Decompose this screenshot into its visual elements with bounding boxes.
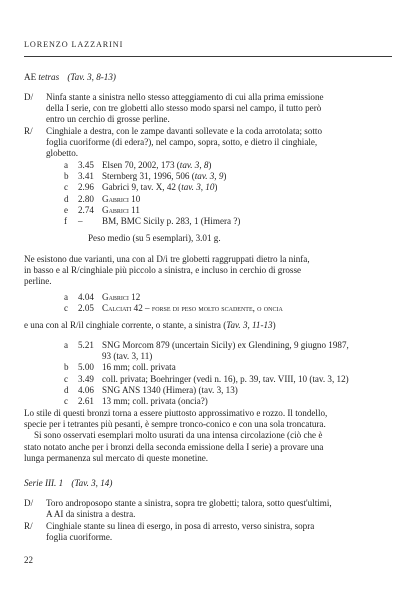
specimen-row: c 2.96 Gabrici 9, tav. X, 42 (tav. 3, 10) — [64, 182, 218, 193]
reverse-description — [46, 126, 396, 160]
specimen-row: f – BM, BMC Sicily p. 283, 1 (Himera ?) — [64, 216, 241, 227]
reverse-label: R/ — [24, 521, 33, 531]
obverse-line: A AI da sinistra a destra. — [46, 509, 136, 520]
specimen-row: b 5.00 16 mm; coll. privata — [64, 362, 176, 373]
paragraph-line: in basso e al R/cinghiale più piccolo a sinistra, e incluso in cerchio di grosse — [24, 265, 302, 276]
reverse-line: Cinghiale a destra, con le zampe davanti sollevate e la coda arrotolata; sotto — [46, 126, 322, 136]
average-weight: Peso medio (su 5 esemplari), 3.01 g. — [88, 233, 221, 243]
obverse-line: entro un cerchio di grosse perline. — [46, 114, 170, 125]
specimen-list — [64, 160, 394, 227]
variants-paragraph — [24, 254, 396, 288]
specimen-row: d 2.80 Gabrici 10 — [64, 193, 141, 204]
obverse-line: della I serie, con tre globetti allo stesso modo sparsi nel campo, il tutto però — [46, 103, 322, 114]
obverse-label: D/ — [24, 498, 34, 508]
obverse-line: Toro androposopo stante a sinistra, sopra tre globetti; talora, sotto quest'ultimi, — [46, 498, 332, 508]
reverse-line: foglia cuoriforme. — [46, 532, 113, 543]
paragraph-line: perline. — [24, 276, 52, 287]
specimen-row: a 4.04 Gabrici 12 — [64, 292, 141, 302]
specimen-row: a 5.21 SNG Morcom 879 (uncertain Sicily) ex Glendining, 9 giugno 1987, — [64, 340, 349, 350]
paragraph-line: stato notato anche per i bronzi della seconda emissione della I serie) a provare una — [24, 441, 324, 452]
section2-title: Serie III. 1 (Tav. 3, 14) — [24, 478, 113, 488]
title-tetras: tetras — [38, 72, 60, 82]
obverse-label: D/ — [24, 92, 34, 102]
specimen-row: e 2.74 Gabrici 11 — [64, 204, 140, 215]
title-ae: AE — [24, 72, 39, 82]
reverse-line: foglia cuoriforme (di edera?), nel campo, sopra, sotto, e dietro il cinghiale, — [46, 137, 318, 148]
reverse-description — [46, 521, 396, 543]
page-number: 22 — [24, 555, 33, 565]
paragraph-line: lunga permanenza sul mercato di queste monetine. — [24, 452, 209, 463]
running-head: LORENZO LAZZARINI — [24, 40, 124, 49]
specimen-row-continued: 93 (tav. 3, 11) — [102, 351, 153, 362]
specimen-row: a 3.45 Elsen 70, 2002, 173 (tav. 3, 8) — [64, 160, 212, 170]
paragraph-line: Si sono osservati esemplari molto usurati da una intensa circolazione (ciò che è — [34, 430, 323, 441]
obverse-line: Ninfa stante a sinistra nello stesso atteggiamento di cui alla prima emissione — [46, 92, 324, 102]
paragraph-line: Lo stile di questi bronzi torna a essere piuttosto approssimativo e rozzo. Il tondello, — [24, 408, 328, 418]
reverse-line: globetto. — [46, 148, 79, 159]
obverse-description — [46, 498, 396, 520]
reverse-label: R/ — [24, 126, 33, 136]
variant2-specimen-list — [64, 340, 394, 407]
reverse-line: Cinghiale stante su linea di esergo, in posa di arresto, verso sinistra, sopra — [46, 521, 315, 531]
title-ref: (Tav. 3, 8-13) — [67, 72, 116, 82]
variant-specimen-list — [64, 292, 394, 314]
obverse-description — [46, 92, 396, 126]
specimen-row: b 3.41 Sternberg 31, 1996, 506 (tav. 3, 9) — [64, 171, 227, 182]
specimen-row: c 2.05 Calciati 42 – forse di peso molto scadente, o oncia — [64, 303, 283, 314]
commentary-paragraph — [24, 408, 396, 464]
paragraph-line: specie per i tetrantes più pesanti, è sempre tronco-conico e con una sola troncatura. — [24, 419, 326, 430]
paragraph-line: Ne esistono due varianti, una con al D/i tre globetti raggruppati dietro la ninfa, — [24, 254, 310, 264]
specimen-row: c 3.49 coll. privata; Boehringer (vedi n. 16), p. 39, tav. VIII, 10 (tav. 3, 12) — [64, 373, 349, 384]
specimen-row: d 4.06 SNG ANS 1340 (Himera) (tav. 3, 13) — [64, 384, 238, 395]
specimen-row: c 2.61 13 mm; coll. privata (oncia?) — [64, 396, 208, 407]
header-rule — [24, 56, 392, 57]
section-title — [24, 72, 116, 83]
variant2-intro: e una con al R/il cinghiale corrente, o stante, a sinistra (Tav. 3, 11-13) — [24, 320, 276, 330]
